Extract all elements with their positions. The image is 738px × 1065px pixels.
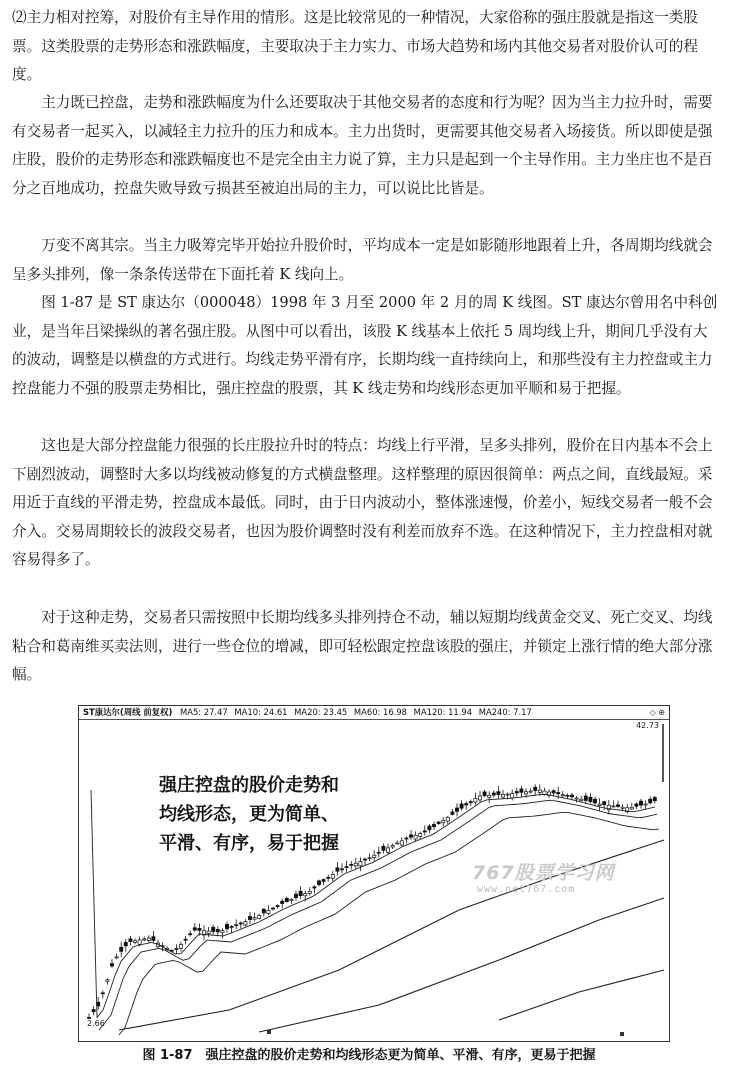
candle-down	[336, 868, 339, 871]
candle-down	[465, 804, 468, 805]
candle-up	[258, 915, 261, 918]
candle-up	[304, 894, 307, 896]
candle-up	[106, 980, 109, 981]
candle-up	[253, 918, 256, 919]
candle-down	[593, 799, 596, 803]
candle-up	[331, 875, 334, 879]
candle-down	[120, 947, 123, 951]
candle-up	[446, 817, 449, 821]
watermark-url: www.net767.com	[477, 884, 576, 895]
candle-down	[635, 804, 638, 806]
time-axis-marker	[267, 1030, 271, 1034]
candle-down	[276, 906, 279, 907]
candle-up	[630, 807, 633, 809]
candle-up	[529, 791, 532, 792]
candle-down	[184, 939, 187, 940]
ma60-readout: MA60: 16.98	[353, 707, 407, 717]
candle-up	[386, 848, 389, 852]
candle-up	[488, 795, 491, 797]
candle-down	[639, 801, 642, 805]
candle-up	[474, 799, 477, 802]
watermark-title: 767股票学习网	[472, 862, 615, 884]
candle-up	[524, 792, 527, 794]
candle-down	[225, 924, 228, 928]
candle-up	[143, 939, 146, 940]
candle-down	[363, 859, 366, 860]
candle-down	[423, 831, 426, 832]
candle-up	[538, 790, 541, 792]
candle-down	[451, 812, 454, 814]
candle-up	[354, 863, 357, 866]
candle-down	[653, 798, 656, 801]
candle-down	[271, 908, 274, 909]
candle-up	[419, 834, 422, 837]
candle-down	[497, 792, 500, 795]
paragraph-4: 图 1-87 是 ST 康达尔（000048）1998 年 3 月至 2000 年 2 月的周 K 线图。ST 康达尔曾用名中科创业，是当年吕梁操纵的著名强庄股。从图中可以看出，该股 K 线基本上依托 5 周均线上升，期间几乎没有大的波动，调整是以横盘的方式进行。均线走势平滑有序，长期均线一直持续向上，和那些没有主力控盘或主力控盘能力不强的股票走势相比，强庄控盘的股票，其 K 线走势和均线形态更加平顺和易于把握。	[12, 294, 718, 397]
paragraph-3: 万变不离其宗。当主力吸筹完毕开始拉升股价时，平均成本一定是如影随形地跟着上升，各周期均线就会呈多头排列，像一条条传送带在下面托着 K 线向上。	[12, 237, 713, 283]
candle-down	[294, 894, 297, 898]
candle-up	[506, 794, 509, 795]
candle-up	[133, 941, 136, 943]
candle-up	[147, 938, 150, 940]
candle-up	[561, 795, 564, 796]
candle-up	[612, 806, 615, 807]
ma240-readout: MA240: 7.17	[478, 707, 532, 717]
ma5-readout: MA5: 27.47	[180, 707, 228, 717]
candle-down	[492, 793, 495, 795]
candle-down	[455, 808, 458, 811]
candle-up	[396, 843, 399, 844]
candle-down	[566, 795, 569, 796]
candle-down	[557, 792, 560, 793]
candle-up	[414, 835, 417, 839]
candle-up	[575, 798, 578, 799]
candle-down	[235, 925, 238, 926]
annotation-line-3: 平滑、有序，易于把握	[159, 833, 339, 854]
candle-down	[129, 939, 132, 942]
candle-up	[543, 791, 546, 794]
candle-down	[198, 928, 201, 930]
annotation-line-2: 均线形态，更为简单、	[159, 804, 339, 825]
candle-down	[409, 835, 412, 837]
price-high-label: 42.73	[636, 721, 659, 730]
candle-down	[552, 791, 555, 793]
candle-down	[515, 791, 518, 792]
candle-up	[267, 911, 270, 914]
candle-up	[598, 804, 601, 806]
candle-up	[391, 845, 394, 847]
candle-down	[92, 1009, 95, 1011]
candle-down	[584, 796, 587, 800]
candle-down	[469, 802, 472, 803]
chart-toolbar-icons: ◇ ⊕	[649, 708, 665, 717]
chart-annotation	[159, 771, 339, 858]
candle-down	[382, 846, 385, 850]
candle-down	[230, 926, 233, 927]
candle-up	[368, 858, 371, 859]
candle-up	[580, 799, 583, 800]
candle-up	[644, 804, 647, 805]
candle-down	[175, 949, 178, 950]
chart-markers	[267, 1030, 624, 1036]
time-axis-marker	[620, 1032, 624, 1036]
candle-up	[221, 931, 224, 933]
candle-up	[359, 861, 362, 865]
candle-down	[101, 993, 104, 994]
candle-down	[649, 799, 652, 803]
ma240-line	[499, 970, 664, 1020]
candle-down	[377, 852, 380, 853]
ma10-readout: MA10: 24.61	[234, 707, 288, 717]
candle-up	[115, 957, 118, 958]
candle-down	[281, 901, 284, 903]
candle-down	[110, 964, 113, 966]
candle-down	[432, 824, 435, 826]
candle-down	[350, 864, 353, 865]
candle-up	[400, 841, 403, 845]
candle-down	[589, 797, 592, 801]
candle-down	[437, 822, 440, 824]
candle-down	[189, 934, 192, 935]
figure-caption: 图 1-87 强庄控盘的股价走势和均线形态更为简单、平滑、有序，更易于把握	[142, 1048, 596, 1063]
candle-down	[340, 869, 343, 870]
ma120-line	[259, 898, 664, 1032]
candle-down	[603, 802, 606, 805]
candle-down	[299, 891, 302, 895]
candle-down	[193, 928, 196, 930]
candle-down	[313, 887, 316, 888]
candle-down	[570, 795, 573, 797]
price-low-label: 2.66	[87, 1019, 105, 1028]
candle-down	[216, 929, 219, 932]
candle-down	[262, 909, 265, 913]
candle-up	[290, 900, 293, 901]
candle-down	[317, 881, 320, 885]
candle-up	[308, 891, 311, 893]
paragraph-2: 主力既已控盘，走势和涨跌幅度为什么还要取决于其他交易者的态度和行为呢？因为当主力拉升时，需要有交易者一起买入，以减轻主力拉升的压力和成本。主力出货时，更需要其他交易者入场接货。所以即使是强庄股，股价的走势形态和涨跌幅度也不是完全由主力说了算，主力只是起到一个主导作用。主力坐庄也不是百分之百地成功，控盘失败导致亏损甚至被迫出局的主力，可以说比比皆是。	[12, 94, 713, 197]
chart-stock-title: ST康达尔(周线 前复权)	[83, 707, 173, 717]
ma20-readout: MA20: 23.45	[294, 707, 348, 717]
annotation-line-1: 强庄控盘的股价走势和	[159, 775, 339, 796]
candle-up	[244, 921, 247, 925]
candle-down	[248, 916, 251, 919]
ma120-readout: MA120: 11.94	[413, 707, 473, 717]
candle-down	[534, 787, 537, 790]
candle-up	[179, 944, 182, 948]
candle-down	[152, 937, 155, 941]
weekly-kline-figure	[78, 705, 670, 1042]
candle-up	[442, 821, 445, 823]
candle-down	[520, 789, 523, 792]
candle-up	[511, 794, 514, 798]
candle-up	[501, 794, 504, 797]
candle-up	[138, 940, 141, 944]
candle-up	[621, 807, 624, 808]
paragraph-5: 这也是大部分控盘能力很强的长庄股拉升时的特点：均线上行平滑，呈多头排列，股价在日内基本不会上下剧烈波动，调整时大多以均线被动修复的方式横盘整理。这样整理的原因很简单：两点之间，直线最短。采用近于直线的平滑走势，控盘成本最低。同时，由于日内波动小，整体涨速慢，价差小，短线交易者一般不会介入。交易周期较长的波段交易者，也因为股价调整时没有利差而放弃不选。在这种情况下，主力控盘相对就容易得多了。	[12, 437, 713, 569]
candle-down	[428, 826, 431, 830]
candle-up	[373, 855, 376, 857]
candle-down	[212, 927, 215, 931]
candle-down	[239, 923, 242, 924]
paragraph-6: 对于这种走势，交易者只需按照中长期均线多头排列持仓不动，辅以短期均线黄金交叉、死亡交叉、均线粘合和葛南维买卖法则，进行一些仓位的增减，即可轻松跟定控盘该股的强庄，并锁定上涨行情的绝大部分涨幅。	[12, 609, 713, 684]
candle-down	[405, 838, 408, 839]
chart-header	[79, 706, 669, 720]
candle-down	[616, 805, 619, 807]
candle-down	[345, 867, 348, 868]
candle-down	[327, 877, 330, 878]
candle-down	[460, 804, 463, 808]
candle-down	[285, 898, 288, 901]
candle-up	[478, 796, 481, 800]
candle-down	[483, 792, 486, 796]
candle-down	[322, 880, 325, 882]
paragraph-1: ⑵主力相对控筹，对股价有主导作用的情形。这是比较常见的一种情况，大家俗称的强庄股就是指这一类股票。这类股票的走势形态和涨跌幅度，主要取决于主力实力、市场大趋势和场内其他交易者对股价认可的程度。	[12, 9, 698, 84]
candle-up	[207, 931, 210, 933]
candle-down	[124, 942, 127, 945]
